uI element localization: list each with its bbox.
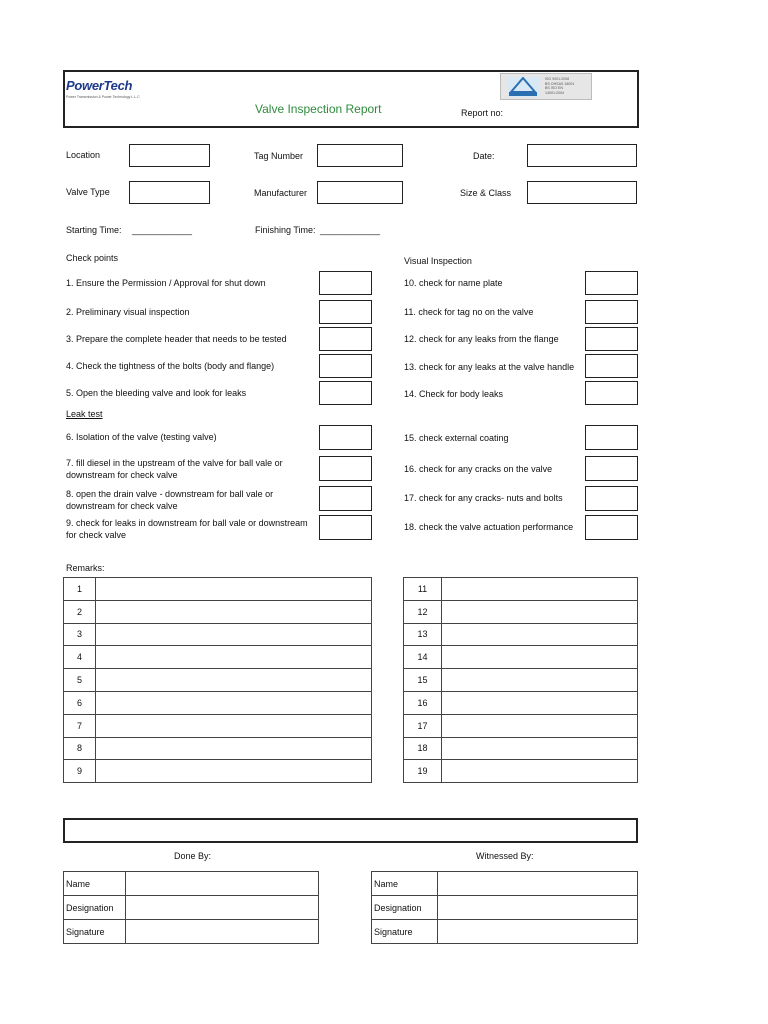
row-number: 3 xyxy=(64,623,96,646)
remark-cell[interactable] xyxy=(96,714,372,737)
row-number: 7 xyxy=(64,714,96,737)
leak-test-item: 6. Isolation of the valve (testing valve) xyxy=(66,432,217,442)
leak-test-checkbox[interactable] xyxy=(319,486,372,511)
done-by-label: Done By: xyxy=(174,851,212,861)
starting-time-field[interactable]: ____________ xyxy=(132,225,193,235)
done-by-designation-field[interactable] xyxy=(126,896,319,920)
date-field[interactable] xyxy=(527,144,637,167)
tag-number-field[interactable] xyxy=(317,144,403,167)
visual-item: 16. check for any cracks on the valve xyxy=(404,464,553,474)
checkpoints-heading: Check points xyxy=(66,253,119,263)
remark-cell[interactable] xyxy=(442,691,638,714)
cert-text: ISO 9001:2008 BS OHSAS 18001 BS ISO EN 14001:2004 xyxy=(545,77,575,95)
tuv-logo-icon xyxy=(507,77,539,97)
remark-cell[interactable] xyxy=(442,737,638,760)
manufacturer-label: Manufacturer xyxy=(254,188,308,198)
designation-label: Designation xyxy=(64,896,126,920)
visual-checkbox[interactable] xyxy=(585,381,638,405)
signature-label: Signature xyxy=(372,920,438,944)
table-row xyxy=(404,578,638,601)
location-label: Location xyxy=(66,150,101,160)
visual-checkbox[interactable] xyxy=(585,300,638,324)
table-row xyxy=(404,760,638,783)
done-by-table xyxy=(63,871,319,944)
row-number: 4 xyxy=(64,646,96,669)
visual-checkbox[interactable] xyxy=(585,327,638,351)
table-row xyxy=(64,737,372,760)
signature-label: Signature xyxy=(64,920,126,944)
visual-item: 17. check for any cracks- nuts and bolts xyxy=(404,493,563,503)
leak-test-item: 7. fill diesel in the upstream of the valve for ball vale or downstream for check valve xyxy=(66,458,283,480)
report-no-label: Report no: xyxy=(461,108,504,118)
visual-checkbox[interactable] xyxy=(585,354,638,378)
table-row xyxy=(64,896,319,920)
remark-cell[interactable] xyxy=(442,714,638,737)
summary-field[interactable] xyxy=(63,818,638,843)
remark-cell[interactable] xyxy=(442,646,638,669)
table-row xyxy=(404,737,638,760)
table-row xyxy=(64,714,372,737)
checkpoint-checkbox[interactable] xyxy=(319,354,372,378)
visual-checkbox[interactable] xyxy=(585,486,638,511)
table-row xyxy=(64,691,372,714)
row-number: 18 xyxy=(404,737,442,760)
checkpoint-item: 5. Open the bleeding valve and look for leaks xyxy=(66,388,247,398)
leak-test-heading: Leak test xyxy=(66,409,103,419)
date-label: Date: xyxy=(473,151,495,161)
location-field[interactable] xyxy=(129,144,210,167)
remark-cell[interactable] xyxy=(442,760,638,783)
remarks-table-right xyxy=(403,577,638,783)
table-row xyxy=(64,872,319,896)
valve-type-field[interactable] xyxy=(129,181,210,204)
logo-tagline: Power Transmission & Power Technology L.L.C xyxy=(66,95,140,99)
designation-label: Designation xyxy=(372,896,438,920)
leak-test-item: 9. check for leaks in downstream for ball vale or downstream for check valve xyxy=(66,518,308,540)
row-number: 11 xyxy=(404,578,442,601)
witnessed-by-table xyxy=(371,871,638,944)
row-number: 1 xyxy=(64,578,96,601)
remark-cell[interactable] xyxy=(442,669,638,692)
table-row xyxy=(64,920,319,944)
table-row xyxy=(404,691,638,714)
table-row xyxy=(64,646,372,669)
row-number: 17 xyxy=(404,714,442,737)
checkpoint-item: 2. Preliminary visual inspection xyxy=(66,307,190,317)
leak-test-item: 8. open the drain valve - downstream for ball vale or downstream for check valve xyxy=(66,489,274,511)
valve-type-label: Valve Type xyxy=(66,187,110,197)
checkpoint-checkbox[interactable] xyxy=(319,300,372,324)
table-row xyxy=(404,646,638,669)
visual-checkbox[interactable] xyxy=(585,271,638,295)
starting-time-label: Starting Time: xyxy=(66,225,122,235)
row-number: 12 xyxy=(404,600,442,623)
row-number: 19 xyxy=(404,760,442,783)
table-row xyxy=(404,600,638,623)
row-number: 2 xyxy=(64,600,96,623)
table-row xyxy=(64,600,372,623)
finishing-time-label: Finishing Time: xyxy=(255,225,316,235)
row-number: 13 xyxy=(404,623,442,646)
visual-checkbox[interactable] xyxy=(585,456,638,481)
remark-cell[interactable] xyxy=(96,669,372,692)
table-row xyxy=(404,623,638,646)
size-class-field[interactable] xyxy=(527,181,637,204)
table-row xyxy=(372,872,638,896)
logo-text: PowerTech xyxy=(66,78,133,93)
checkpoint-item: 1. Ensure the Permission / Approval for shut down xyxy=(66,278,266,288)
company-logo xyxy=(66,78,161,104)
checkpoint-item: 3. Prepare the complete header that needs to be tested xyxy=(66,334,287,344)
leak-test-checkbox[interactable] xyxy=(319,456,372,481)
remark-cell[interactable] xyxy=(96,646,372,669)
leak-test-checkbox[interactable] xyxy=(319,425,372,450)
table-row xyxy=(64,669,372,692)
table-row xyxy=(404,669,638,692)
name-label: Name xyxy=(372,872,438,896)
leak-test-checkbox[interactable] xyxy=(319,515,372,540)
row-number: 16 xyxy=(404,691,442,714)
name-label: Name xyxy=(64,872,126,896)
witness-signature-field[interactable] xyxy=(438,920,638,944)
visual-inspection-heading: Visual Inspection xyxy=(404,256,472,266)
visual-checkbox[interactable] xyxy=(585,425,638,450)
remark-cell[interactable] xyxy=(442,600,638,623)
table-row xyxy=(64,760,372,783)
size-class-label: Size & Class xyxy=(460,188,512,198)
row-number: 9 xyxy=(64,760,96,783)
tag-number-label: Tag Number xyxy=(254,151,304,161)
row-number: 14 xyxy=(404,646,442,669)
visual-checkbox[interactable] xyxy=(585,515,638,540)
checkpoint-checkbox[interactable] xyxy=(319,271,372,295)
done-by-name-field[interactable] xyxy=(126,872,319,896)
remark-cell[interactable] xyxy=(96,691,372,714)
visual-item: 14. Check for body leaks xyxy=(404,389,504,399)
row-number: 15 xyxy=(404,669,442,692)
remarks-label: Remarks: xyxy=(66,563,105,573)
remark-cell[interactable] xyxy=(96,578,372,601)
table-row xyxy=(372,920,638,944)
remark-cell[interactable] xyxy=(96,600,372,623)
visual-item: 10. check for name plate xyxy=(404,278,503,288)
checkpoint-item: 4. Check the tightness of the bolts (body and flange) xyxy=(66,361,275,371)
table-row xyxy=(64,623,372,646)
table-row xyxy=(372,896,638,920)
remark-cell[interactable] xyxy=(96,760,372,783)
row-number: 5 xyxy=(64,669,96,692)
visual-item: 11. check for tag no on the valve xyxy=(404,307,534,317)
witnessed-by-label: Witnessed By: xyxy=(476,851,534,861)
checkpoint-checkbox[interactable] xyxy=(319,381,372,405)
certification-badge xyxy=(500,73,592,100)
visual-item: 15. check external coating xyxy=(404,433,509,443)
row-number: 6 xyxy=(64,691,96,714)
finishing-time-field[interactable]: ____________ xyxy=(320,225,381,235)
manufacturer-field[interactable] xyxy=(317,181,403,204)
row-number: 8 xyxy=(64,737,96,760)
page-title: Valve Inspection Report xyxy=(255,102,382,116)
visual-item: 18. check the valve actuation performance xyxy=(404,522,574,532)
witness-name-field[interactable] xyxy=(438,872,638,896)
table-row xyxy=(64,578,372,601)
remark-cell[interactable] xyxy=(442,623,638,646)
remark-cell[interactable] xyxy=(442,578,638,601)
table-row xyxy=(404,714,638,737)
checkpoint-checkbox[interactable] xyxy=(319,327,372,351)
remark-cell[interactable] xyxy=(96,623,372,646)
remarks-table-left xyxy=(63,577,372,783)
done-by-signature-field[interactable] xyxy=(126,920,319,944)
witness-designation-field[interactable] xyxy=(438,896,638,920)
visual-item: 12. check for any leaks from the flange xyxy=(404,334,559,344)
visual-item: 13. check for any leaks at the valve handle xyxy=(404,362,575,372)
remark-cell[interactable] xyxy=(96,737,372,760)
